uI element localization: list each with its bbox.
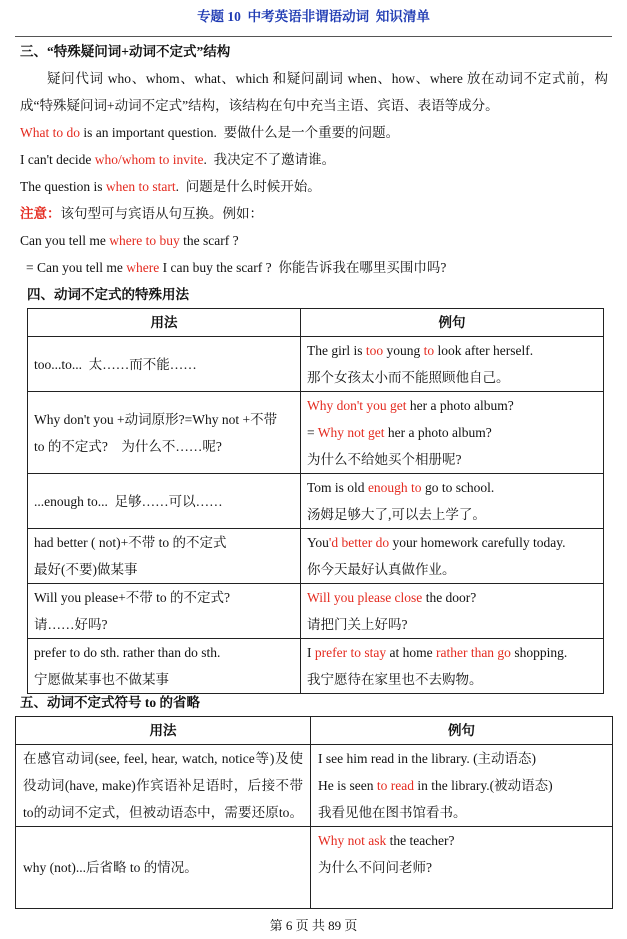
example-line	[20, 173, 608, 200]
usage-line: 最好(不要)做某事	[34, 562, 138, 577]
highlighted-text: Why not get	[317, 425, 385, 440]
text-segment: = Can you tell me	[26, 260, 127, 275]
text-segment: is an important question. 要做什么是一个重要的问题。	[80, 125, 400, 140]
column-header-usage: 用法	[28, 309, 301, 337]
text-segment: the scarf ?	[179, 233, 239, 248]
highlighted-text: to	[423, 343, 435, 358]
intro-paragraph: 疑问代词 who、whom、what、which 和疑问副词 when、how、where 放在动词不定式前，构成“特殊疑问词+动词不定式”结构，该结构在句中充当主语、宾语、表语等成分。	[20, 71, 608, 113]
text-segment: Can you tell me	[20, 233, 110, 248]
usage-line: prefer to do sth. rather than do sth.	[34, 645, 221, 660]
highlighted-text: 注意：	[20, 206, 61, 221]
usage-line: had better ( not)+不带 to 的不定式	[34, 535, 227, 550]
text-segment: go to school.	[421, 480, 495, 495]
table-header-row	[28, 309, 604, 337]
usage-cell	[16, 827, 311, 909]
highlighted-text: when to start	[105, 179, 176, 194]
text-segment: 我看见他在图书馆看书。	[318, 805, 467, 820]
column-header-usage: 用法	[16, 717, 311, 745]
highlighted-text: Why don't you get	[307, 398, 407, 413]
usage-cell	[28, 584, 301, 639]
text-segment: 该句型可与宾语从句互换。例如：	[60, 206, 263, 221]
table-row	[28, 392, 604, 474]
column-header-example: 例句	[311, 717, 613, 745]
section-3	[20, 38, 608, 281]
text-segment: 我宁愿待在家里也不去购物。	[307, 672, 483, 687]
text-segment: I can't decide	[20, 152, 95, 167]
text-segment: I can buy the scarf ? 你能告诉我在哪里买围巾吗?	[159, 260, 447, 275]
text-segment: 汤姆足够大了,可以去上学了。	[307, 507, 486, 522]
section-heading: 三、“特殊疑问词+动词不定式”结构	[20, 44, 231, 59]
usage-cell	[28, 639, 301, 694]
header-rule	[15, 36, 612, 37]
text-segment: Tom is old	[307, 480, 368, 495]
text-segment: 你今天最好认真做作业。	[307, 562, 456, 577]
section-heading: 五、动词不定式符号 to 的省略	[20, 695, 200, 710]
text-segment: He is seen	[318, 778, 377, 793]
text-segment: the door?	[422, 590, 477, 605]
usage-line: 役动词(have, make)作宾语补足语时，后接不带	[23, 778, 303, 793]
text-segment: in the library.(被动语态)	[413, 778, 553, 793]
table-row	[28, 337, 604, 392]
highlighted-text: What to do	[20, 125, 80, 140]
text-segment: 请把门关上好吗?	[307, 617, 408, 632]
example-line	[318, 799, 605, 826]
table-row	[28, 639, 604, 694]
example-line	[318, 745, 605, 772]
example-line	[20, 254, 608, 281]
table-row	[16, 745, 613, 827]
example-line	[318, 854, 605, 881]
usage-line: 宁愿做某事也不做某事	[34, 672, 169, 687]
example-line	[307, 639, 597, 666]
note-line	[20, 200, 608, 227]
table-row	[28, 529, 604, 584]
text-segment: look after herself.	[434, 343, 534, 358]
text-segment: The question is	[20, 179, 106, 194]
example-line	[307, 392, 597, 419]
example-cell	[301, 639, 604, 694]
example-line	[307, 474, 597, 501]
example-cell	[311, 827, 613, 909]
usage-line: 在感官动词(see, feel, hear, watch, notice等)及使	[23, 751, 303, 766]
column-header-example: 例句	[301, 309, 604, 337]
text-segment: at home	[386, 645, 436, 660]
example-line	[307, 364, 597, 391]
text-segment: shopping.	[510, 645, 568, 660]
usage-cell	[16, 745, 311, 827]
example-cell	[301, 529, 604, 584]
text-segment: I see him read in the library. (主动语态)	[318, 751, 537, 766]
usage-line: why (not)...后省略 to 的情况。	[23, 860, 198, 875]
example-line	[318, 827, 605, 854]
example-cell	[301, 392, 604, 474]
example-line	[20, 146, 608, 173]
example-cell	[301, 584, 604, 639]
example-line	[307, 584, 597, 611]
example-line	[307, 501, 597, 528]
text-segment: The girl is	[307, 343, 366, 358]
text-segment: . 我决定不了邀请谁。	[203, 152, 336, 167]
text-segment: 为什么不问问老师?	[318, 860, 432, 875]
example-line	[307, 446, 597, 473]
usage-line: Will you please+不带 to 的不定式?	[34, 590, 231, 605]
section-heading: 四、动词不定式的特殊用法	[27, 287, 189, 302]
text-segment: her a photo album?	[406, 398, 514, 413]
highlighted-text: Why not ask	[318, 833, 387, 848]
example-line	[307, 556, 597, 583]
highlighted-text: who/whom to invite	[94, 152, 204, 167]
highlighted-text: too	[365, 343, 384, 358]
highlighted-text: 'd better do	[328, 535, 390, 550]
usage-line: Why don't you +动词原形?=Why not +不带	[34, 411, 278, 427]
usage-cell	[28, 529, 301, 584]
text-segment: 为什么不给她买个相册呢?	[307, 452, 462, 467]
highlighted-text: enough to	[367, 480, 422, 495]
text-segment: the teacher?	[386, 833, 455, 848]
usage-cell	[28, 392, 301, 474]
highlighted-text: where	[126, 260, 160, 275]
usage-line: to 的不定式? 为什么不……呢?	[34, 438, 222, 454]
example-line	[307, 611, 597, 638]
highlighted-text: Will you please close	[307, 590, 423, 605]
highlighted-text: prefer to stay	[314, 645, 387, 660]
text-segment: young	[383, 343, 424, 358]
highlighted-text: where to buy	[109, 233, 180, 248]
text-segment: . 问题是什么时候开始。	[175, 179, 321, 194]
page-title: 专题 10 中考英语非谓语动词 知识清单	[197, 9, 430, 24]
table-header-row	[16, 717, 613, 745]
text-segment: =	[307, 425, 318, 440]
table-row	[16, 827, 613, 909]
usage-cell	[28, 337, 301, 392]
table-row	[28, 584, 604, 639]
usage-line: 请……好吗?	[34, 617, 108, 632]
example-line	[307, 666, 597, 693]
text-segment: 那个女孩太小而不能照顾他自己。	[307, 370, 510, 385]
example-cell	[301, 337, 604, 392]
usage-cell	[28, 474, 301, 529]
usage-table	[15, 716, 613, 909]
example-line	[307, 419, 597, 446]
example-cell	[311, 745, 613, 827]
example-cell	[301, 474, 604, 529]
example-line	[20, 227, 608, 254]
table-row	[28, 474, 604, 529]
text-segment: her a photo album?	[384, 425, 492, 440]
text-segment: your homework carefully today.	[389, 535, 566, 550]
usage-line: to的动词不定式，但被动语态中，需要还原to。	[23, 805, 303, 820]
page-number: 第 6 页 共 89 页	[269, 918, 358, 933]
text-segment: I	[307, 645, 315, 660]
example-line	[307, 529, 597, 556]
usage-line: ...enough to... 足够……可以……	[34, 493, 223, 509]
example-line	[307, 337, 597, 364]
example-line	[318, 772, 605, 799]
example-line	[20, 119, 608, 146]
highlighted-text: rather than go	[435, 645, 511, 660]
text-segment: You	[307, 535, 329, 550]
usage-table	[27, 308, 604, 694]
highlighted-text: to read	[376, 778, 414, 793]
usage-line: too...to... 太……而不能……	[34, 356, 197, 372]
